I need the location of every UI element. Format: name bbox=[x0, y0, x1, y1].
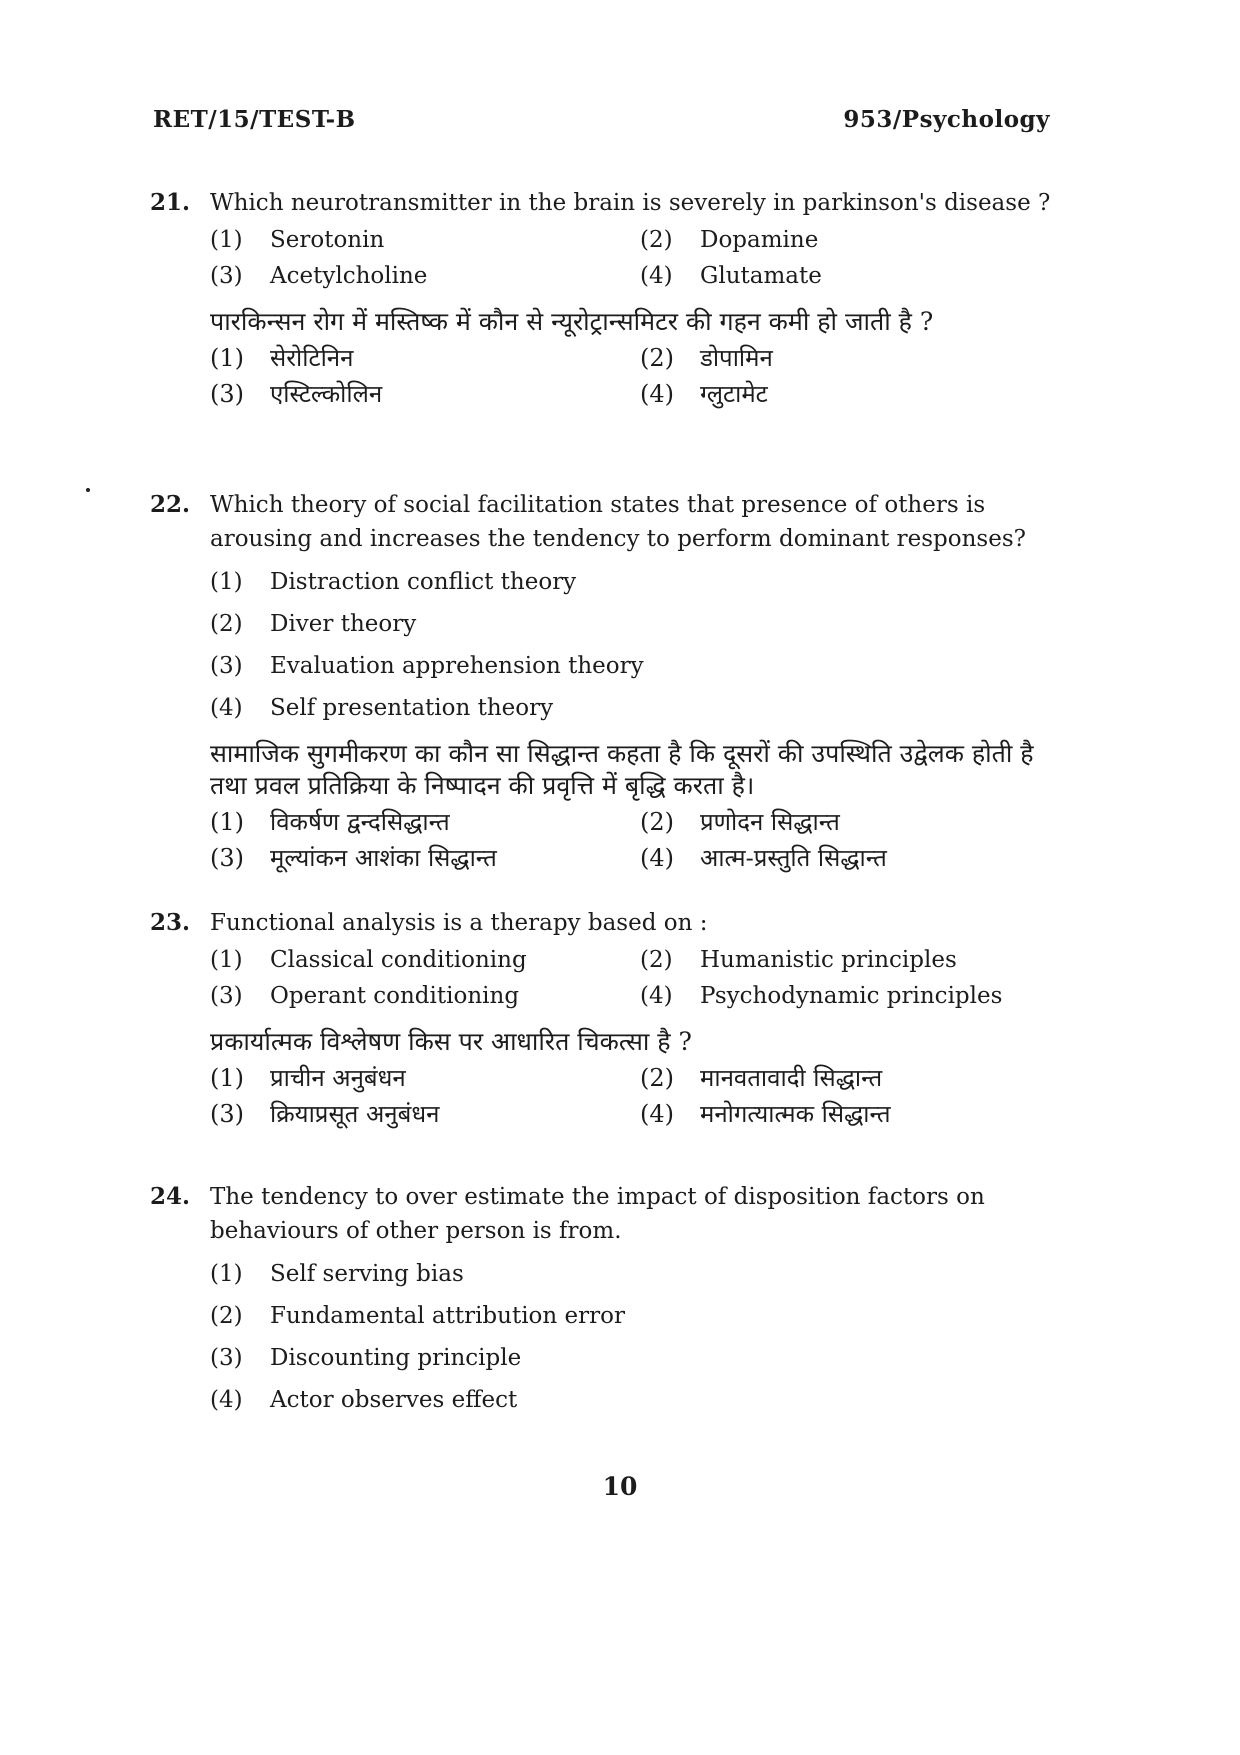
question-text-en: Which neurotransmitter in the brain is severely in parkinson's disease ? bbox=[210, 190, 1051, 216]
page-number: 10 bbox=[602, 1472, 638, 1501]
question-number: 21. bbox=[150, 189, 191, 216]
option: (1) Self serving bias bbox=[210, 1261, 464, 1287]
option: (4) आत्म-प्रस्तुति सिद्धान्त bbox=[640, 844, 887, 872]
question-text-en: Functional analysis is a therapy based on : bbox=[210, 910, 708, 936]
option: (4) Actor observes effect bbox=[210, 1387, 518, 1413]
question-24 bbox=[150, 1180, 1055, 1416]
option: (2) Dopamine bbox=[640, 227, 819, 253]
question-number: 24. bbox=[150, 1183, 191, 1210]
option: (4) Glutamate bbox=[640, 263, 822, 289]
option: (4) मनोगत्यात्मक सिद्धान्त bbox=[640, 1100, 891, 1128]
option: (1) प्राचीन अनुबंधन bbox=[210, 1064, 406, 1092]
question-23 bbox=[150, 906, 1055, 1130]
options-en bbox=[210, 566, 1055, 724]
question-text-en: The tendency to over estimate the impact of disposition factors on behaviours of other person is from. bbox=[210, 1184, 985, 1244]
options-en bbox=[210, 224, 1055, 292]
header-subject: 953/Psychology bbox=[843, 106, 1050, 133]
option: (1) Distraction conflict theory bbox=[210, 569, 577, 595]
options-en bbox=[210, 1258, 1055, 1416]
option: (3) Discounting principle bbox=[210, 1345, 522, 1371]
option: (1) Classical conditioning bbox=[210, 947, 527, 973]
option: (3) Acetylcholine bbox=[210, 263, 428, 289]
question-number: 22. bbox=[150, 491, 191, 518]
header-code: RET/15/TEST-B bbox=[153, 106, 356, 133]
option: (4) Psychodynamic principles bbox=[640, 983, 1003, 1009]
options-hi bbox=[210, 806, 1055, 874]
option: (3) मूल्यांकन आशंका सिद्धान्त bbox=[210, 844, 497, 872]
option: (3) एस्टिल्कोलिन bbox=[210, 380, 383, 408]
option: (1) सेरोटिनिन bbox=[210, 344, 354, 372]
question-text-hi: पारकिन्सन रोग में मस्तिष्क में कौन से न्यूरोट्रान्समिटर की गहन कमी हो जाती है ? bbox=[210, 307, 934, 336]
option: (4) Self presentation theory bbox=[210, 695, 554, 721]
option: (4) ग्लुटामेट bbox=[640, 380, 768, 408]
options-hi bbox=[210, 1062, 1055, 1130]
option: (2) मानवतावादी सिद्धान्त bbox=[640, 1064, 883, 1092]
option: (1) विकर्षण द्वन्दसिद्धान्त bbox=[210, 808, 450, 836]
question-number: 23. bbox=[150, 909, 191, 936]
option: (2) Humanistic principles bbox=[640, 947, 957, 973]
options-en bbox=[210, 944, 1055, 1012]
option: (2) Fundamental attribution error bbox=[210, 1303, 625, 1329]
options-hi bbox=[210, 342, 1055, 410]
option: (2) प्रणोदन सिद्धान्त bbox=[640, 808, 840, 836]
stray-dot bbox=[86, 488, 90, 492]
option: (1) Serotonin bbox=[210, 227, 385, 253]
question-text-hi: प्रकार्यात्मक विश्लेषण किस पर आधारित चिकत्सा है ? bbox=[210, 1027, 692, 1056]
question-text-hi: सामाजिक सुगमीकरण का कौन सा सिद्धान्त कहता है कि दूसरों की उपस्थिति उद्वेलक होती है तथा प्रवल प्रतिक्रिया के निष्पादन की प्रवृत्ति में बृद्धि करता है। bbox=[210, 739, 1034, 800]
option: (2) Diver theory bbox=[210, 611, 417, 637]
question-22 bbox=[150, 488, 1055, 874]
option: (3) Operant conditioning bbox=[210, 983, 520, 1009]
option: (3) क्रियाप्रसूत अनुबंधन bbox=[210, 1100, 440, 1128]
option: (2) डोपामिन bbox=[640, 344, 773, 372]
question-text-en: Which theory of social facilitation states that presence of others is arousing and increases the tendency to perform dominant responses? bbox=[210, 492, 1026, 552]
question-21 bbox=[150, 186, 1055, 410]
option: (3) Evaluation apprehension theory bbox=[210, 653, 644, 679]
